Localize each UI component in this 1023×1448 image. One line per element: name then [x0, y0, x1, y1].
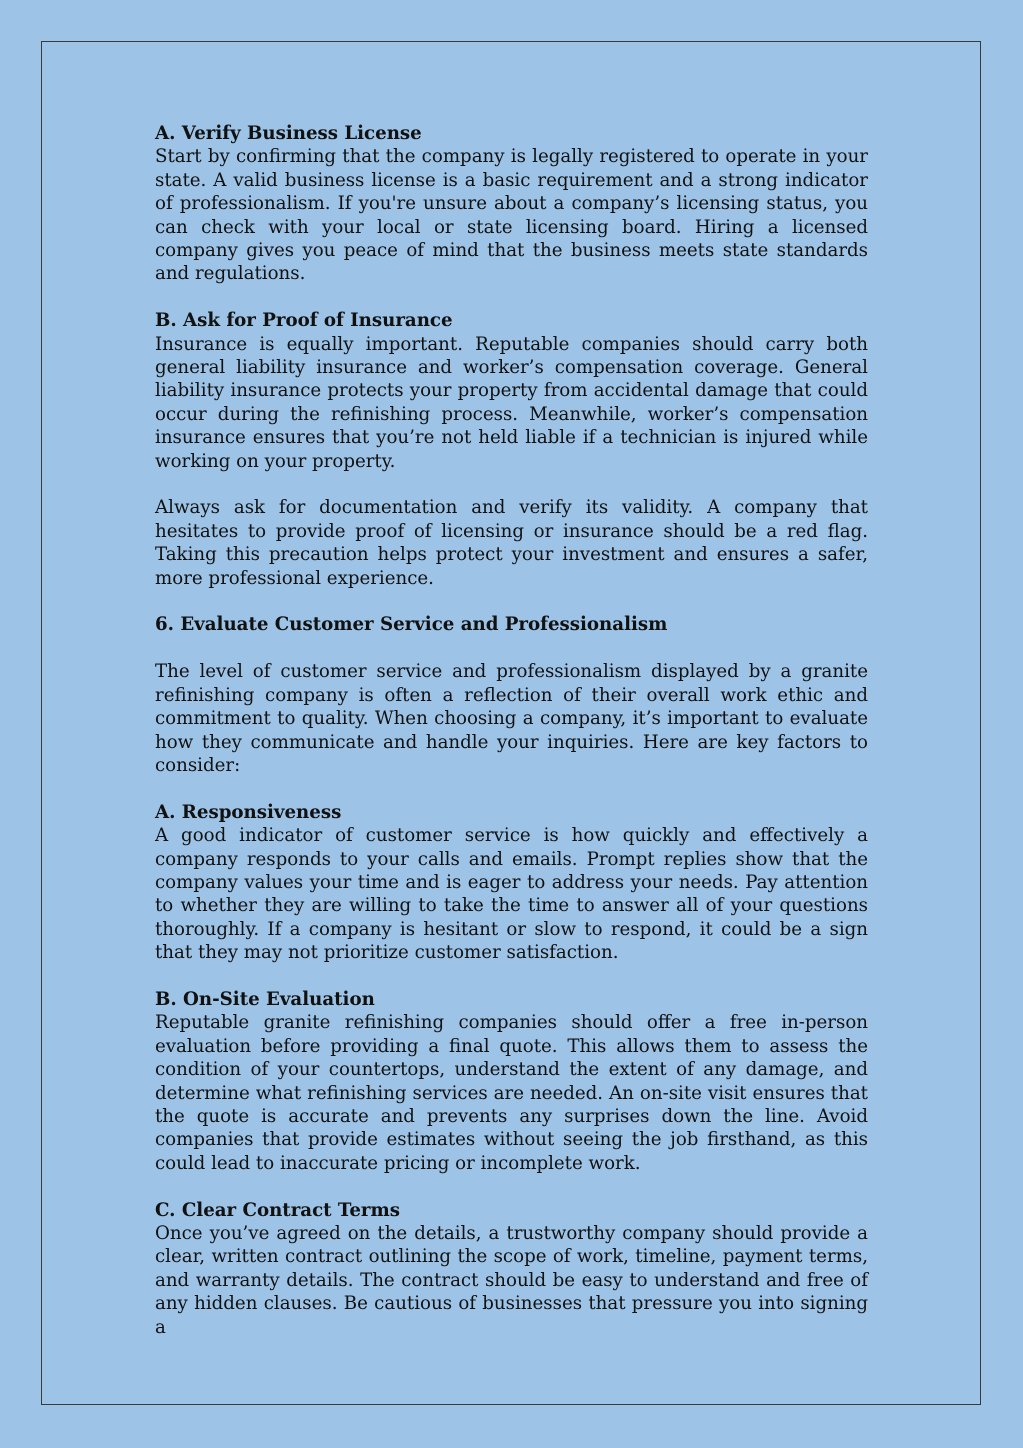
paragraph-insurance: Insurance is equally important. Reputable companies should carry both general liability insurance and worker’s compensation coverage. General liability insurance protects your property from accidental damage that could occur during the refinishing process. Meanwhile, worker’s compensation insurance ensures that you’re not held liable if a technician is injured while working on your property.	[155, 333, 868, 472]
heading-onsite: B. On-Site Evaluation	[155, 988, 375, 1010]
paragraph-insurance-2: Always ask for documentation and verify its validity. A company that hesitates to provide proof of licensing or insurance should be a red flag. Taking this precaution helps protect your investment and ensures a safer, more professional experience.	[155, 497, 868, 589]
paragraph-verify-license: Start by confirming that the company is legally registered to operate in your state. A valid business license is a basic requirement and a strong indicator of professionalism. If you're unsure about a company’s licensing status, you can check with your local or state licensing board. Hiring a licensed company gives you peace of mind that the business meets state standards and regulations.	[155, 146, 868, 285]
spacer	[155, 965, 868, 988]
heading-verify-license: A. Verify Business License	[155, 123, 422, 144]
spacer	[155, 777, 868, 800]
document-body	[155, 122, 868, 1339]
spacer	[155, 1175, 868, 1198]
heading-customer-service: 6. Evaluate Customer Service and Professionalism	[155, 614, 668, 636]
paragraph-onsite: Reputable granite refinishing companies should offer a free in-person evaluation before providing a final quote. This allows them to assess the condition of your countertops, understand the extent of any damage, and determine what refinishing services are needed. An on-site visit ensures that the quote is accurate and prevents any surprises down the line. Avoid companies that provide estimates without seeing the job firsthand, as this could lead to inaccurate pricing or incomplete work.	[155, 1012, 868, 1174]
spacer	[155, 590, 868, 613]
spacer	[155, 286, 868, 309]
paragraph-contract: Once you’ve agreed on the details, a trustworthy company should provide a clear, written contract outlining the scope of work, timeline, payment terms, and warranty details. The contract should be easy to understand and free of any hidden clauses. Be cautious of businesses that pressure you into signing a	[155, 1222, 868, 1338]
spacer	[155, 637, 868, 660]
paragraph-customer-service: The level of customer service and professionalism displayed by a granite refinishing company is often a reflection of their overall work ethic and commitment to quality. When choosing a company, it’s important to evaluate how they communicate and handle your inquiries. Here are key factors to consider:	[155, 661, 868, 776]
heading-insurance: B. Ask for Proof of Insurance	[155, 310, 453, 332]
heading-contract: C. Clear Contract Terms	[155, 1199, 400, 1221]
paragraph-responsiveness: A good indicator of customer service is how quickly and effectively a company responds to your calls and emails. Prompt replies show that the company values your time and is eager to address your needs. Pay attention to whether they are willing to take the time to answer all of your questions thoroughly. If a company is hesitant or slow to respond, it could be a sign that they may not prioritize customer satisfaction.	[155, 825, 868, 964]
spacer	[155, 473, 868, 496]
heading-responsiveness: A. Responsiveness	[155, 801, 342, 823]
